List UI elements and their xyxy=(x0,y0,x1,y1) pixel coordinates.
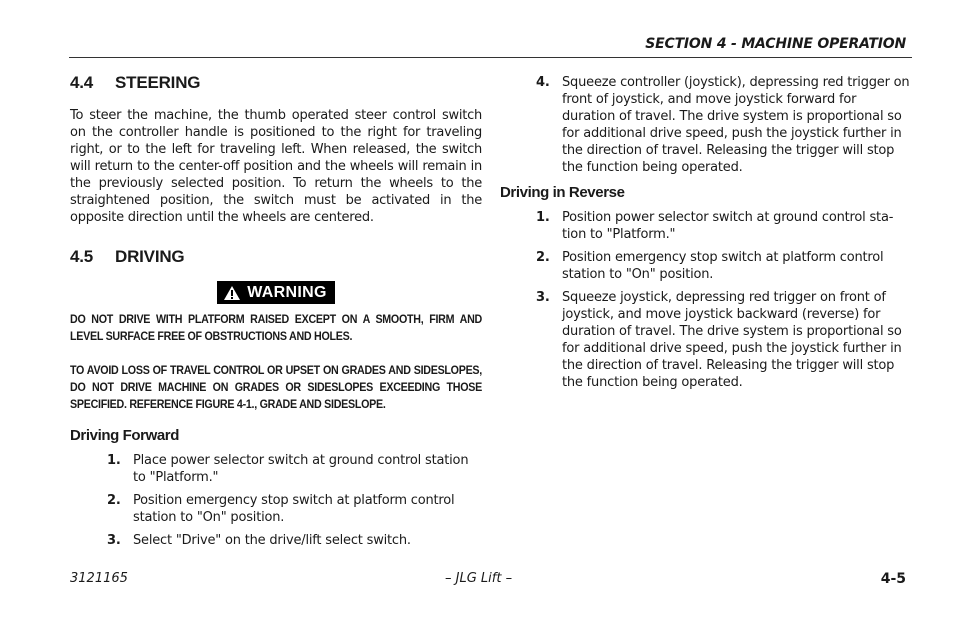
driving-title: DRIVING xyxy=(115,247,185,266)
step-number: 2. xyxy=(107,492,121,508)
list-item xyxy=(536,249,910,283)
left-column xyxy=(70,70,482,555)
driving-number: 4.5 xyxy=(70,247,94,266)
step-text: Place power selector switch at ground control station to "Platform." xyxy=(133,452,469,485)
step-text: Select "Drive" on the drive/lift select switch. xyxy=(133,532,411,548)
list-item xyxy=(536,209,910,243)
doc-number: 3121165 xyxy=(70,571,128,586)
step-number: 3. xyxy=(536,290,550,305)
driving-reverse-steps xyxy=(536,209,910,391)
step-number: 1. xyxy=(536,210,550,225)
step-text: Squeeze joystick, depressing red trigger on front of joystick, and move joystick backward (reverse) for duration of travel. The drive system is proportional so for additional drive speed, push the joystick further in the direction of travel. Releasing the trigger will stop the function being operated. xyxy=(562,290,902,390)
step-number: 4. xyxy=(536,75,550,90)
list-item xyxy=(107,492,482,526)
step-text: Squeeze controller (joystick), depressing red trigger on front of joystick, and move joystick forward for duration of travel. The drive system is proportional so for additional drive speed, push the joystick further in the direction of travel. Releasing the trigger will stop the function being operated. xyxy=(562,75,910,175)
warning-triangle-icon xyxy=(223,285,241,301)
steering-number: 4.4 xyxy=(70,73,94,92)
step-text: Position power selector switch at ground control sta-tion to "Platform." xyxy=(562,210,894,242)
step-number: 3. xyxy=(107,532,121,548)
right-column xyxy=(500,70,910,397)
steering-heading xyxy=(70,70,482,96)
steering-body: To steer the machine, the thumb operated steer control switch on the controller handle is positioned to the right for traveling right, or to the left for traveling left. When released, the switch will return to the center-off position and the wheels will remain in the previously selected position. To return the wheels to the straightened position, the switch must be activated in the opposite direction until the wheels are centered. xyxy=(70,108,482,225)
warning-text-1: DO NOT DRIVE WITH PLATFORM RAISED EXCEPT ON A SMOOTH, FIRM AND LEVEL SURFACE FREE OF OBSTRUCTIONS AND HOLES. xyxy=(70,313,482,343)
footer-brand: – JLG Lift – xyxy=(445,571,513,586)
header-rule xyxy=(69,57,912,58)
driving-forward-steps-continued xyxy=(536,74,910,176)
step-text: Position emergency stop switch at platform control station to "On" position. xyxy=(133,492,455,525)
list-item xyxy=(536,74,910,176)
warning-badge xyxy=(217,281,334,304)
driving-forward-steps xyxy=(107,452,482,549)
list-item xyxy=(107,452,482,486)
step-text: Position emergency stop switch at platform control station to "On" position. xyxy=(562,250,884,282)
warning-label: WARNING xyxy=(247,283,327,301)
list-item xyxy=(107,532,482,549)
list-item xyxy=(536,289,910,391)
page-number: 4-5 xyxy=(880,571,906,587)
steering-title: STEERING xyxy=(115,73,201,92)
driving-heading xyxy=(70,244,482,270)
section-header: SECTION 4 - MACHINE OPERATION xyxy=(645,36,906,52)
warning-text-2: TO AVOID LOSS OF TRAVEL CONTROL OR UPSET ON GRADES AND SIDESLOPES, DO NOT DRIVE MACHINE ON GRADES OR SIDESLOPES EXCEEDING THOSE SPECIFIED. REFERENCE FIGURE 4-1., GRADE AND SIDESLOPE. xyxy=(70,364,482,411)
step-number: 2. xyxy=(536,250,550,265)
driving-reverse-heading: Driving in Reverse xyxy=(500,184,625,201)
step-number: 1. xyxy=(107,452,121,468)
driving-forward-heading: Driving Forward xyxy=(70,426,180,444)
warning-banner xyxy=(70,281,482,305)
